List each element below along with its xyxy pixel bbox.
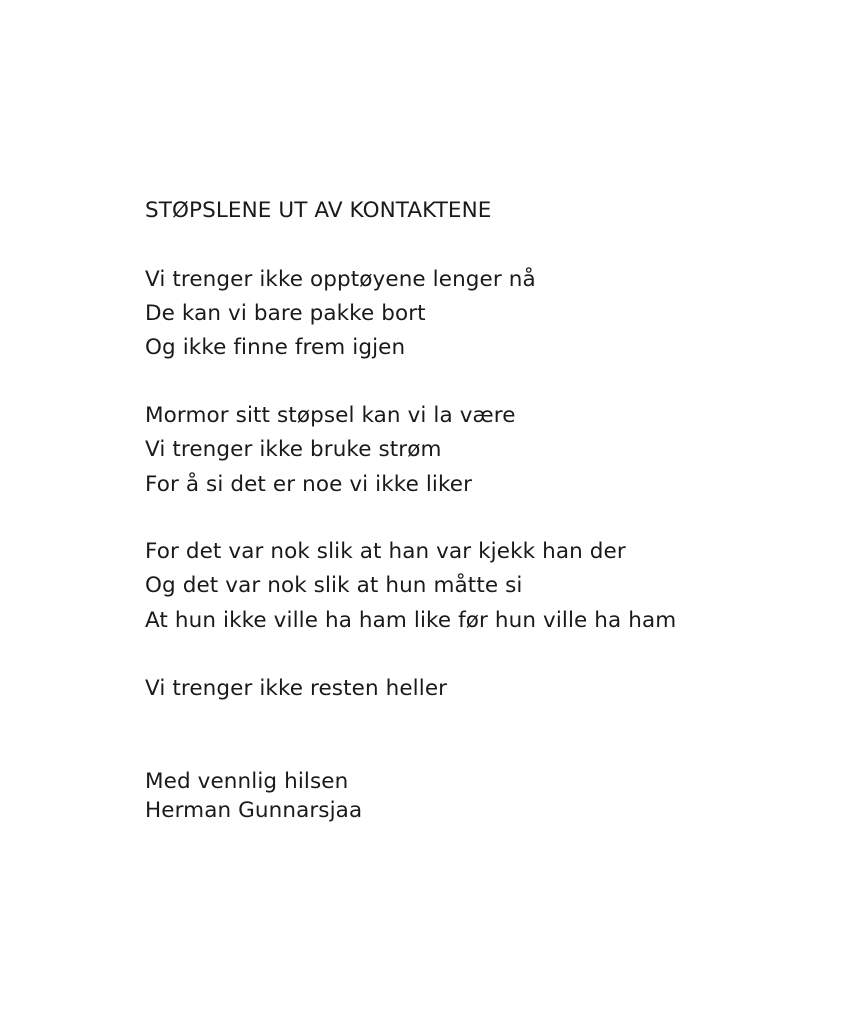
stanza-3-line-2: Og det var nok slik at hun måtte si xyxy=(145,573,523,598)
stanza-3-line-1: For det var nok slik at han var kjekk han der xyxy=(145,539,626,564)
stanza-1-line-2: De kan vi bare pakke bort xyxy=(145,301,426,326)
stanza-3-line-3: At hun ikke ville ha ham like før hun ville ha ham xyxy=(145,608,677,633)
stanza-2-line-1: Mormor sitt støpsel kan vi la være xyxy=(145,403,516,428)
stanza-4-line-1: Vi trenger ikke resten heller xyxy=(145,676,448,701)
stanza-2-line-2: Vi trenger ikke bruke strøm xyxy=(145,437,442,462)
signature-author: Herman Gunnarsjaa xyxy=(145,798,363,823)
stanza-1-line-1: Vi trenger ikke opptøyene lenger nå xyxy=(145,267,536,292)
stanza-1-line-3: Og ikke finne frem igjen xyxy=(145,335,406,360)
poem-page xyxy=(145,0,825,1024)
signature-closing: Med vennlig hilsen xyxy=(145,769,349,794)
poem-title: STØPSLENE UT AV KONTAKTENE xyxy=(145,198,492,223)
stanza-2-line-3: For å si det er noe vi ikke liker xyxy=(145,472,473,497)
